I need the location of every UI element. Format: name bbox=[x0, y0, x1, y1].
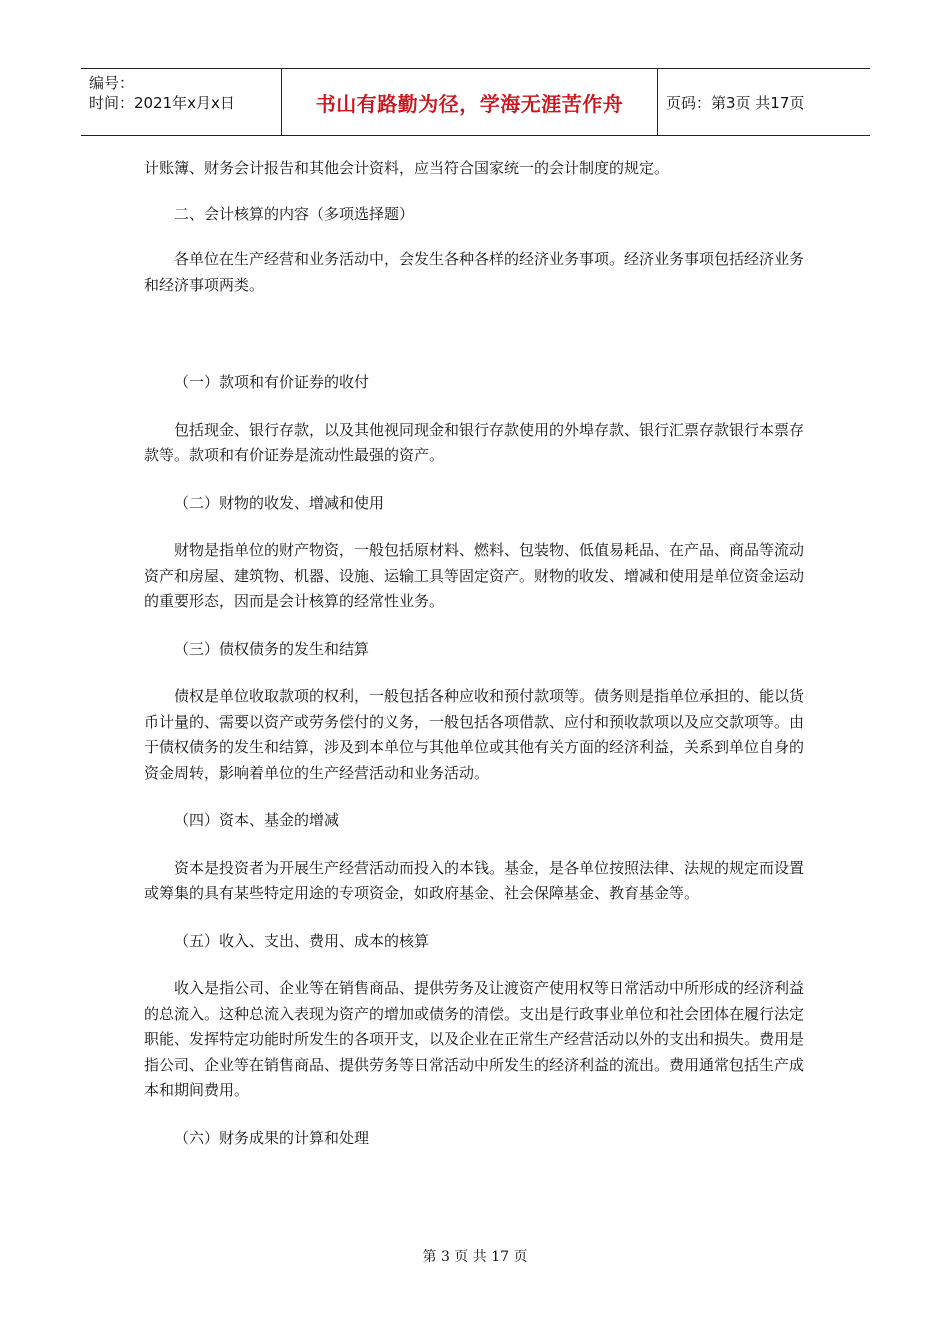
paragraph: 各单位在生产经营和业务活动中，会发生各种各样的经济业务事项。经济业务事项包括经济业务和经济事项两类。 bbox=[144, 250, 805, 294]
document-body bbox=[144, 156, 808, 1151]
subsection-heading: （一）款项和有价证券的收付 bbox=[174, 373, 370, 391]
header-motto: 书山有路勤为径，学海无涯苦作舟 bbox=[282, 69, 658, 135]
subsection-heading: （六）财务成果的计算和处理 bbox=[174, 1128, 370, 1147]
document-number: 编号： bbox=[89, 74, 135, 92]
subsection-heading: （五）收入、支出、费用、成本的核算 bbox=[174, 931, 430, 950]
paragraph: 包括现金、银行存款，以及其他视同现金和银行存款使用的外埠存款、银行汇票存款银行本票存款等。款项和有价证券是流动性最强的资产。 bbox=[144, 420, 805, 464]
subsection-heading: （四）资本、基金的增减 bbox=[174, 811, 340, 829]
section-heading: 二、会计核算的内容（多项选择题） bbox=[174, 204, 415, 223]
subsection-heading: （二）财物的收发、增减和使用 bbox=[174, 493, 385, 512]
page-header bbox=[81, 68, 870, 136]
subsection-heading: （三）债权债务的发生和结算 bbox=[174, 639, 370, 658]
header-meta bbox=[81, 69, 282, 135]
paragraph: 收入是指公司、企业等在销售商品、提供劳务及让渡资产使用权等日常活动中所形成的经济利益的总流入。这种总流入表现为资产的增加或债务的清偿。支出是行政事业单位和社会团体在履行法定职能、发挥特定功能时所发生的各项开支，以及企业在正常生产经营活动以外的支出和损失。费用是指公司、企业等在销售商品、提供劳务等日常活动中所发生的经济利益的流出。费用通常包括生产成本和期间费用。 bbox=[144, 979, 805, 1099]
document-date: 时间：2021年x月x日 bbox=[89, 94, 235, 112]
paragraph-continuation: 计账簿、财务会计报告和其他会计资料，应当符合国家统一的会计制度的规定。 bbox=[144, 159, 670, 177]
page-footer: 第 3 页 共 17 页 bbox=[422, 1249, 528, 1265]
paragraph: 财物是指单位的财产物资，一般包括原材料、燃料、包装物、低值易耗品、在产品、商品等流动资产和房屋、建筑物、机器、设施、运输工具等固定资产。财物的收发、增减和使用是单位资金运动的重要形态，因而是会计核算的经常性业务。 bbox=[144, 541, 805, 610]
paragraph: 债权是单位收取款项的权利，一般包括各种应收和预付款项等。债务则是指单位承担的、能以货币计量的、需要以资产或劳务偿付的义务，一般包括各项借款、应付和预收款项以及应交款项等。由于债权债务的发生和结算，涉及到本单位与其他单位或其他有关方面的经济利益，关系到单位自身的资金周转，影响着单位的生产经营活动和业务活动。 bbox=[144, 687, 805, 782]
paragraph: 资本是投资者为开展生产经营活动而投入的本钱。基金，是各单位按照法律、法规的规定而设置或筹集的具有某些特定用途的专项资金，如政府基金、社会保障基金、教育基金等。 bbox=[144, 858, 805, 902]
header-page-number: 页码：第3页 共17页 bbox=[666, 93, 805, 112]
